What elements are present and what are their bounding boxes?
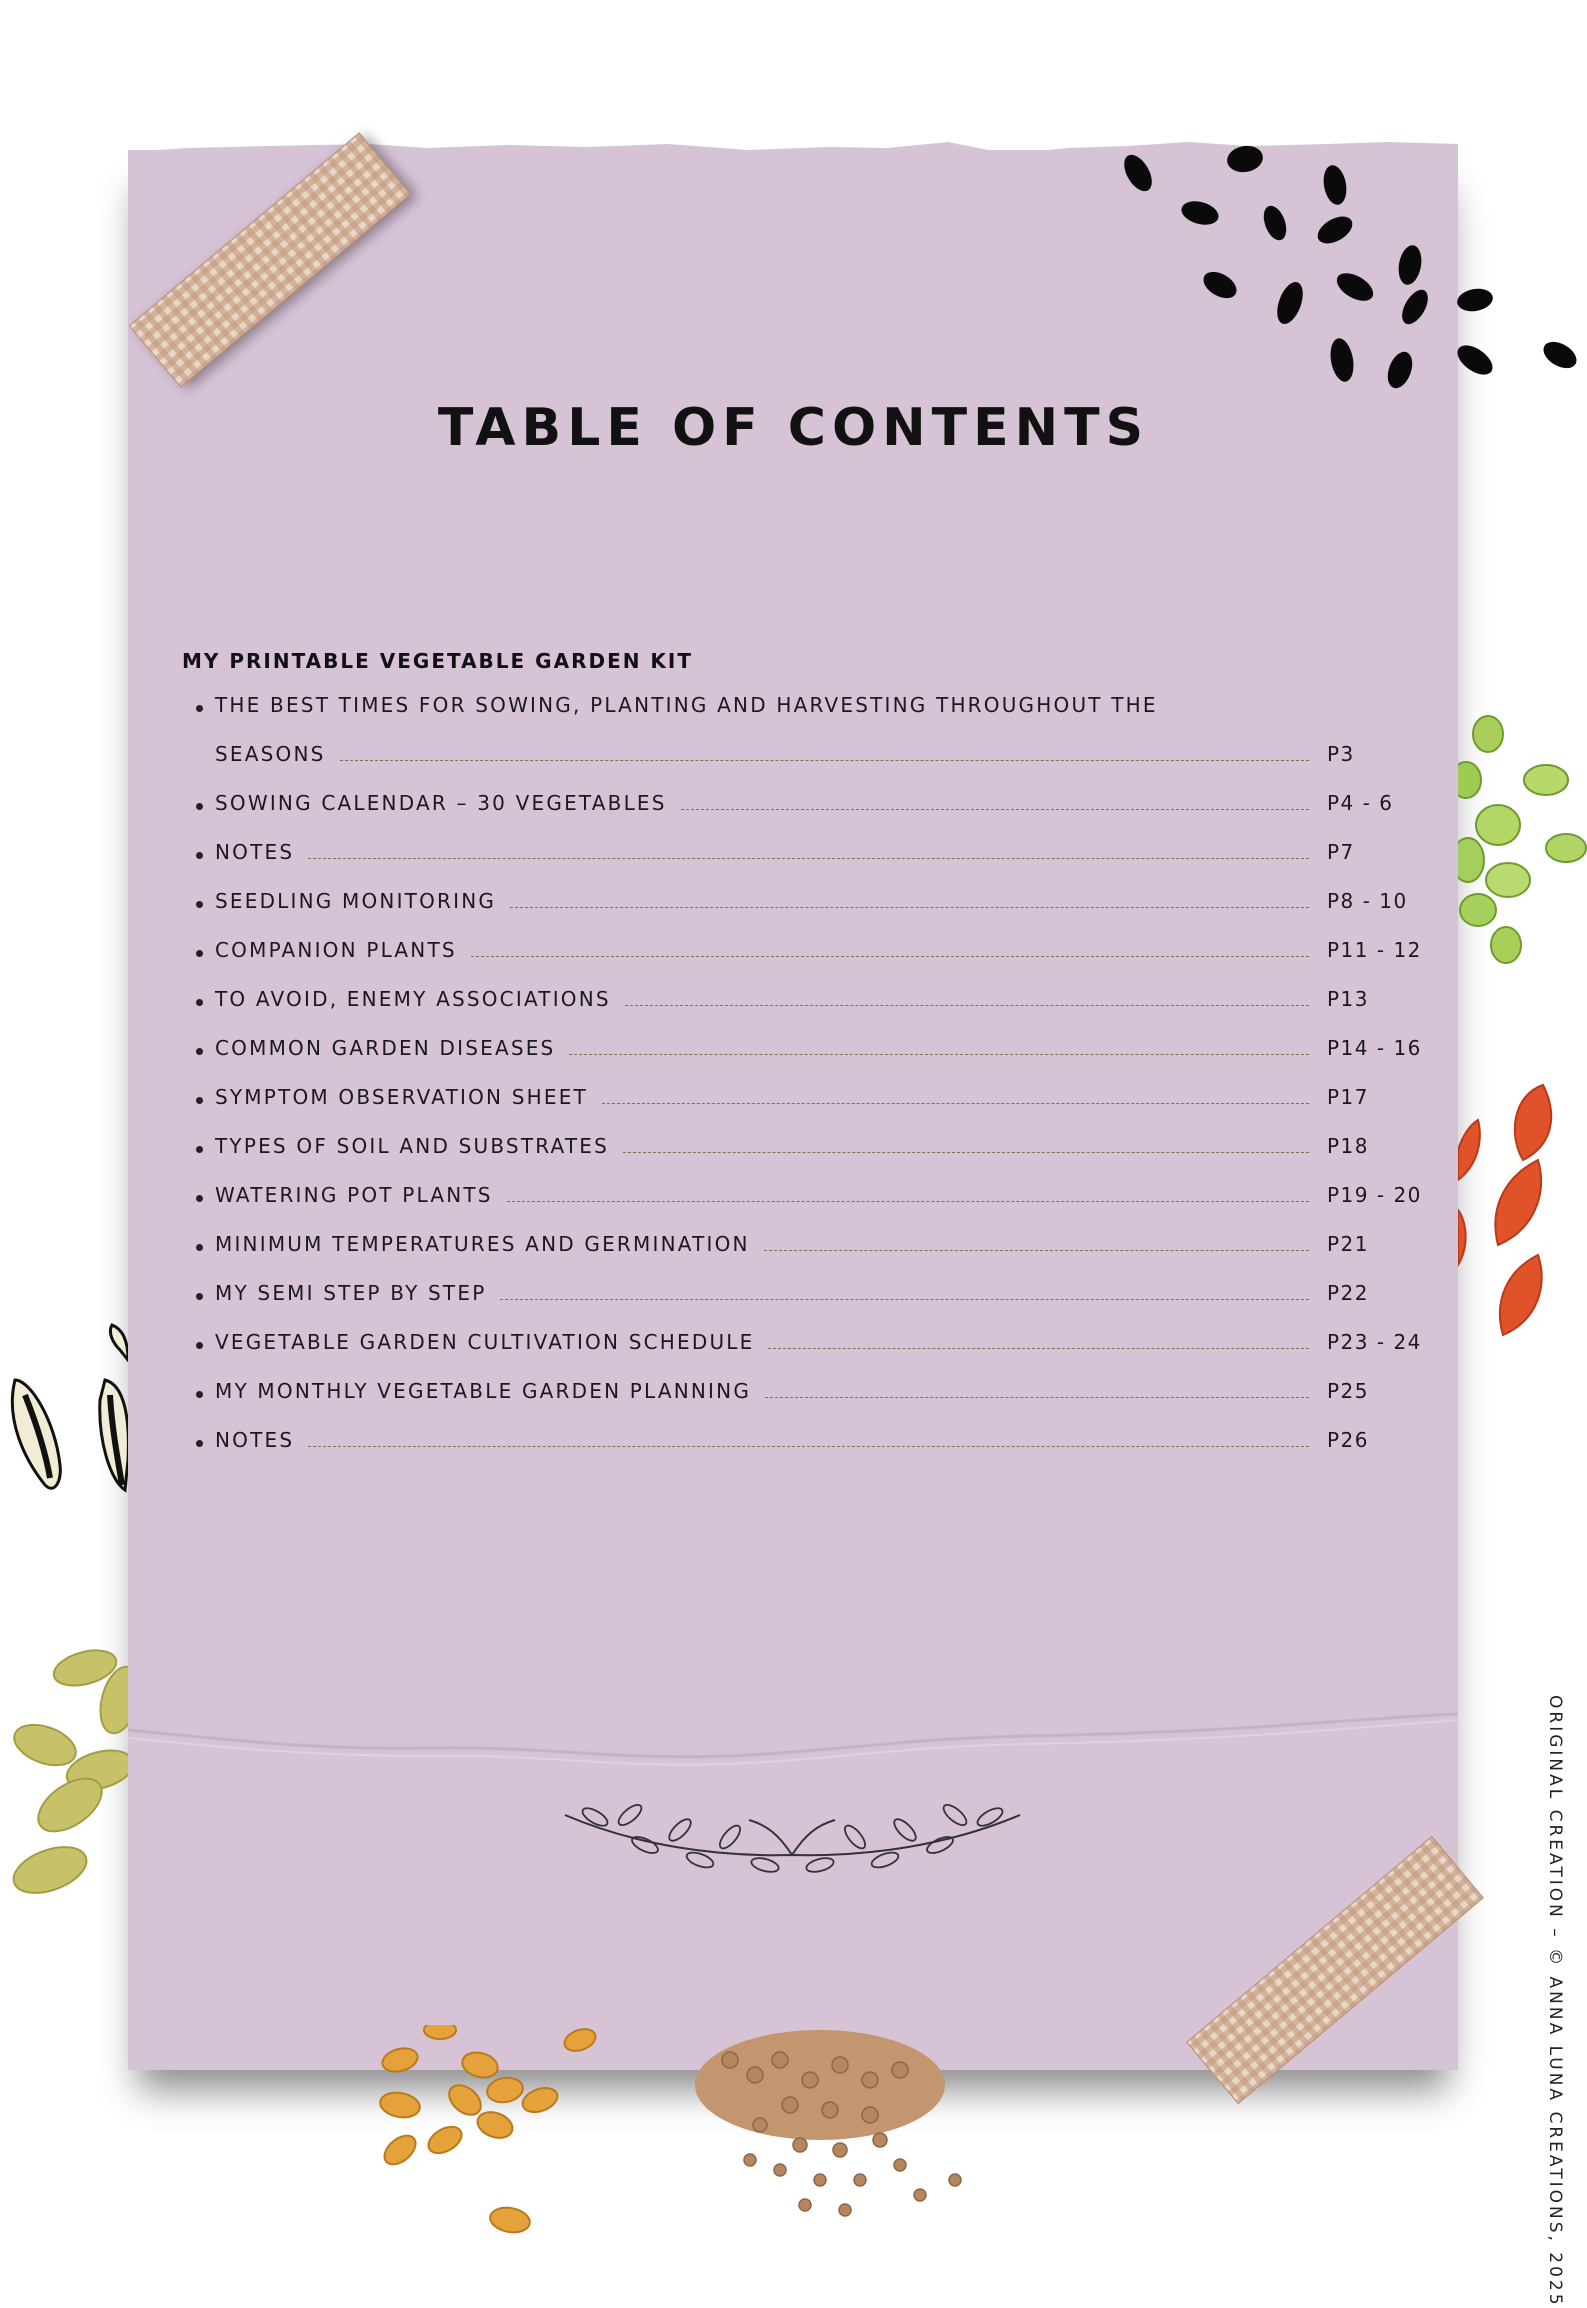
toc-entry-page-number: P8 - 10 [1327, 889, 1408, 913]
toc-entry [196, 1330, 1436, 1362]
toc-entry [196, 1428, 1436, 1460]
dotted-leader-line [602, 1103, 1309, 1104]
sunflower-seeds-cluster [0, 1320, 128, 1510]
toc-entry-label: NOTES [215, 840, 295, 864]
toc-entry-label: SEEDLING MONITORING [215, 889, 497, 913]
toc-entry-page-number: P4 - 6 [1327, 791, 1394, 815]
toc-entry [196, 889, 1436, 921]
bullet-icon [196, 1195, 203, 1202]
toc-entry-page-number: P7 [1327, 840, 1355, 864]
toc-entry-label: SYMPTOM OBSERVATION SHEET [215, 1085, 588, 1109]
toc-entry-label: NOTES [215, 1428, 295, 1452]
dotted-leader-line [681, 809, 1309, 810]
toc-entry-label: TO AVOID, ENEMY ASSOCIATIONS [215, 987, 611, 1011]
pumpkin-seeds-cluster [0, 1640, 128, 1900]
toc-entry [196, 742, 1436, 774]
toc-entry-page-number: P3 [1327, 742, 1355, 766]
dotted-leader-line [471, 956, 1309, 957]
toc-entry-page-number: P18 [1327, 1134, 1370, 1158]
dotted-leader-line [500, 1299, 1309, 1300]
toc-entry-page-number: P21 [1327, 1232, 1370, 1256]
dotted-leader-line [308, 858, 1309, 859]
toc-entry-page-number: P19 - 20 [1327, 1183, 1422, 1207]
toc-entry [196, 938, 1436, 970]
black-seeds-cluster [1110, 135, 1587, 405]
bullet-icon [196, 1097, 203, 1104]
dotted-leader-line [768, 1348, 1309, 1349]
toc-entry [196, 1134, 1436, 1166]
bullet-icon [196, 852, 203, 859]
section-subtitle: MY PRINTABLE VEGETABLE GARDEN KIT [182, 649, 694, 673]
bullet-icon [196, 1146, 203, 1153]
credit-line: ORIGINAL CREATION – © ANNA LUNA CREATIONS, 2025 [1545, 1695, 1565, 2308]
dotted-leader-line [507, 1201, 1309, 1202]
toc-entry-label: MINIMUM TEMPERATURES AND GERMINATION [215, 1232, 750, 1256]
wheat-grains-cluster [360, 2025, 620, 2245]
toc-entry-label: THE BEST TIMES FOR SOWING, PLANTING AND HARVESTING THROUGHOUT THE [215, 693, 1158, 717]
toc-entry-label: COMMON GARDEN DISEASES [215, 1036, 556, 1060]
bullet-icon [196, 1342, 203, 1349]
dotted-leader-line [623, 1152, 1309, 1153]
page-title: TABLE OF CONTENTS [437, 398, 1150, 458]
gingham-tape-bottom [1155, 1800, 1515, 2140]
bullet-icon [196, 1048, 203, 1055]
green-peas-cluster [1458, 710, 1587, 970]
toc-entry [196, 1232, 1436, 1264]
bullet-icon [196, 1391, 203, 1398]
bullet-icon [196, 803, 203, 810]
bullet-icon [196, 950, 203, 957]
toc-entry [196, 1379, 1436, 1411]
toc-entry-page-number: P26 [1327, 1428, 1370, 1452]
toc-entry [196, 791, 1436, 823]
toc-entry-page-number: P11 - 12 [1327, 938, 1422, 962]
laurel-branch-ornament [555, 1795, 1030, 1875]
toc-entry-label: VEGETABLE GARDEN CULTIVATION SCHEDULE [215, 1330, 755, 1354]
dotted-leader-line [764, 1250, 1309, 1251]
toc-entry-page-number: P13 [1327, 987, 1370, 1011]
toc-entry [196, 1036, 1436, 1068]
dotted-leader-line [625, 1005, 1309, 1006]
paper-tear-line [128, 1710, 1458, 1780]
toc-entry-page-number: P22 [1327, 1281, 1370, 1305]
toc-entry [196, 840, 1436, 872]
bullet-icon [196, 1293, 203, 1300]
toc-entry-first-line [196, 693, 1436, 725]
toc-entry-label: SOWING CALENDAR – 30 VEGETABLES [215, 791, 667, 815]
gingham-tape-top [100, 100, 440, 420]
toc-entry-page-number: P17 [1327, 1085, 1370, 1109]
toc-entry [196, 1183, 1436, 1215]
toc-entry-label: WATERING POT PLANTS [215, 1183, 493, 1207]
toc-entry-page-number: P25 [1327, 1379, 1370, 1403]
mustard-seeds-cluster [670, 2030, 990, 2230]
toc-entry-label: TYPES OF SOIL AND SUBSTRATES [215, 1134, 610, 1158]
toc-entry [196, 987, 1436, 1019]
toc-entry-label: MY SEMI STEP BY STEP [215, 1281, 487, 1305]
bullet-icon [196, 705, 203, 712]
dotted-leader-line [510, 907, 1309, 908]
toc-entry-page-number: P23 - 24 [1327, 1330, 1422, 1354]
red-seeds-cluster [1458, 1080, 1587, 1350]
toc-entry-page-number: P14 - 16 [1327, 1036, 1422, 1060]
dotted-leader-line [765, 1397, 1309, 1398]
dotted-leader-line [569, 1054, 1309, 1055]
bullet-icon [196, 1440, 203, 1447]
toc-entry-label: MY MONTHLY VEGETABLE GARDEN PLANNING [215, 1379, 752, 1403]
dotted-leader-line [340, 760, 1309, 761]
toc-entry-label: COMPANION PLANTS [215, 938, 457, 962]
bullet-icon [196, 1244, 203, 1251]
toc-entry-label: SEASONS [215, 742, 326, 766]
dotted-leader-line [308, 1446, 1309, 1447]
toc-entry [196, 1281, 1436, 1313]
bullet-icon [196, 999, 203, 1006]
toc-entry [196, 1085, 1436, 1117]
bullet-icon [196, 901, 203, 908]
